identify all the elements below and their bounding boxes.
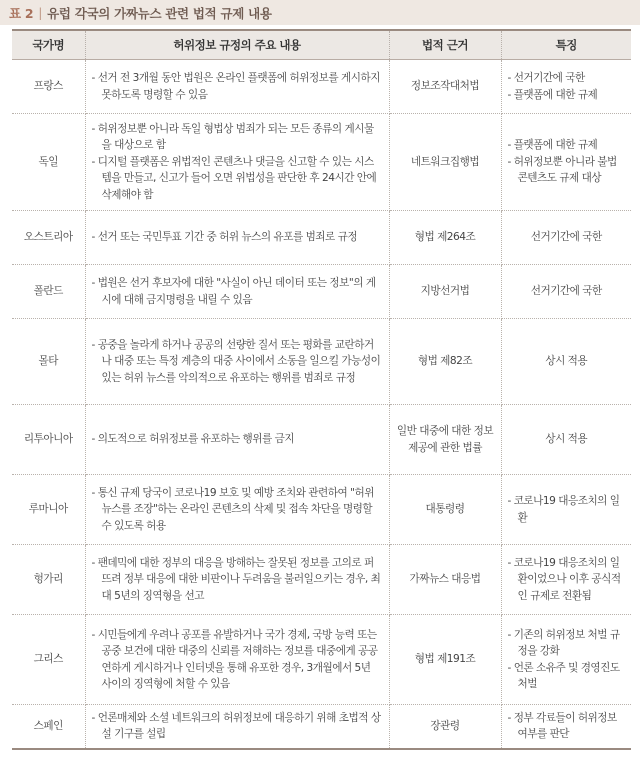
feature-cell <box>501 265 631 319</box>
table-title: 유럽 각국의 가짜뉴스 관련 법적 규제 내용 <box>47 5 272 21</box>
content-line: - 법원은 선거 후보자에 대한 "사실이 아닌 데이터 또는 정보"의 게시에 대해 금지명령을 내릴 수 있음 <box>91 277 376 306</box>
feature-line: - 플랫폼에 대한 규제 <box>507 88 598 101</box>
content-line: - 디지털 플랫폼은 위법적인 콘텐츠나 댓글을 신고할 수 있는 시스템을 만들고, 신고가 들어 오면 위법성을 판단한 후 24시간 안에 삭제해야 함 <box>91 155 377 201</box>
table-row <box>12 265 631 319</box>
table-row <box>12 114 631 211</box>
feature-line: 선거기간에 국한 <box>530 231 602 244</box>
content-line: - 선거 또는 국민투표 기간 중 허위 뉴스의 유포를 범죄로 규정 <box>91 231 358 244</box>
content-cell <box>85 705 389 749</box>
legal-basis-cell: 네트워크집행법 <box>389 114 501 211</box>
feature-cell <box>501 545 631 615</box>
content-line: - 의도적으로 허위정보를 유포하는 행위를 금지 <box>91 433 295 446</box>
legal-basis-cell: 정보조작대처법 <box>389 60 501 114</box>
table-row <box>12 705 631 749</box>
header-basis: 법적 근거 <box>389 30 501 60</box>
feature-cell <box>501 615 631 705</box>
content-cell <box>85 114 389 211</box>
legal-basis-cell: 장관령 <box>389 705 501 749</box>
feature-line: 선거기간에 국한 <box>530 285 602 298</box>
feature-line: - 언론 소유주 및 경영진도 처벌 <box>507 661 620 690</box>
country-cell: 프랑스 <box>12 60 85 114</box>
table-row <box>12 475 631 545</box>
table-row <box>12 405 631 475</box>
table-row <box>12 211 631 265</box>
feature-line: - 선거기간에 국한 <box>507 72 585 84</box>
legal-basis-cell: 가짜뉴스 대응법 <box>389 545 501 615</box>
feature-line: 상시 적용 <box>545 433 588 446</box>
feature-line: - 코로나19 대응조치의 일환이었으나 이후 공식적인 규제로 전환됨 <box>507 556 621 602</box>
country-cell: 헝가리 <box>12 545 85 615</box>
country-cell: 폴란드 <box>12 265 85 319</box>
feature-line: - 정부 각료들이 허위정보 여부를 판단 <box>507 711 617 741</box>
content-cell <box>85 265 389 319</box>
table-row <box>12 615 631 705</box>
feature-cell <box>501 705 631 749</box>
content-cell <box>85 475 389 545</box>
feature-line: 상시 적용 <box>545 355 588 368</box>
feature-cell <box>501 211 631 265</box>
regulation-table <box>12 29 631 750</box>
legal-basis-cell: 형법 제191조 <box>389 615 501 705</box>
content-line: - 허위정보뿐 아니라 독일 형법상 범죄가 되는 모든 종류의 게시물을 대상으로 함 <box>91 122 374 152</box>
feature-cell <box>501 114 631 211</box>
country-cell: 루마니아 <box>12 475 85 545</box>
caption-separator: | <box>38 5 43 20</box>
content-line: - 통신 규제 당국이 코로나19 보호 및 예방 조치와 관련하여 "허위 뉴스를 조장"하는 온라인 콘텐츠의 삭제 및 접속 차단을 명령할 수 있도록 허용 <box>91 486 374 532</box>
content-line: - 공중을 놀라게 하거나 공공의 선량한 질서 또는 평화를 교란하거나 대중 또는 특정 계층의 대중 사이에서 소동을 일으킬 가능성이 있는 허위 뉴스를 악의적으로 유포하는 행위를 범죄로 규정 <box>91 338 381 384</box>
legal-basis-cell: 일반 대중에 대한 정보 제공에 관한 법률 <box>389 405 501 475</box>
table-row <box>12 545 631 615</box>
country-cell: 몰타 <box>12 319 85 405</box>
feature-line: - 기존의 허위정보 처벌 규정을 강화 <box>507 628 620 657</box>
feature-cell <box>501 475 631 545</box>
legal-basis-cell: 대통령령 <box>389 475 501 545</box>
country-cell: 스페인 <box>12 705 85 749</box>
legal-basis-cell: 형법 제264조 <box>389 211 501 265</box>
feature-cell <box>501 319 631 405</box>
table-caption <box>0 0 640 25</box>
content-line: - 팬데믹에 대한 정부의 대응을 방해하는 잘못된 정보를 고의로 퍼뜨려 정부 대응에 대한 비판이나 두려움을 불러일으키는 경우, 최대 5년의 징역형을 선고 <box>91 556 381 602</box>
country-cell: 그리스 <box>12 615 85 705</box>
header-feature: 특징 <box>501 30 631 60</box>
feature-line: - 플랫폼에 대한 규제 <box>507 139 598 152</box>
table-body <box>12 60 631 749</box>
content-cell <box>85 319 389 405</box>
country-cell: 리투아니아 <box>12 405 85 475</box>
content-line: - 언론매체와 소셜 네트워크의 허위정보에 대응하기 위해 초법적 상설 기구를 설립 <box>91 711 381 741</box>
legal-basis-cell: 형법 제82조 <box>389 319 501 405</box>
content-cell <box>85 615 389 705</box>
table-row <box>12 60 631 114</box>
table-number: 표 2 <box>9 5 34 21</box>
header-country: 국가명 <box>12 30 85 60</box>
feature-line: - 허위정보뿐 아니라 불법콘텐츠도 규제 대상 <box>507 155 617 185</box>
legal-basis-cell: 지방선거법 <box>389 265 501 319</box>
content-cell <box>85 211 389 265</box>
country-cell: 오스트리아 <box>12 211 85 265</box>
content-cell <box>85 545 389 615</box>
content-line: - 시민들에게 우려나 공포를 유발하거나 국가 경제, 국방 능력 또는 공중 보건에 대한 대중의 신뢰를 저해하는 정보를 대중에게 공공연하게 게시하거나 인터넷을 통해 유포한 경우, 3개월에서 5년 사이의 징역형에 처할 수 있음 <box>91 628 378 690</box>
header-row <box>12 30 631 60</box>
content-cell <box>85 60 389 114</box>
content-cell <box>85 405 389 475</box>
feature-cell <box>501 405 631 475</box>
country-cell: 독일 <box>12 114 85 211</box>
table-row <box>12 319 631 405</box>
feature-cell <box>501 60 631 114</box>
content-line: - 선거 전 3개월 동안 법원은 온라인 플랫폼에 허위정보를 게시하지 못하도록 명령할 수 있음 <box>91 72 380 101</box>
header-content: 허위정보 규정의 주요 내용 <box>85 30 389 60</box>
feature-line: - 코로나19 대응조치의 일환 <box>507 495 620 524</box>
